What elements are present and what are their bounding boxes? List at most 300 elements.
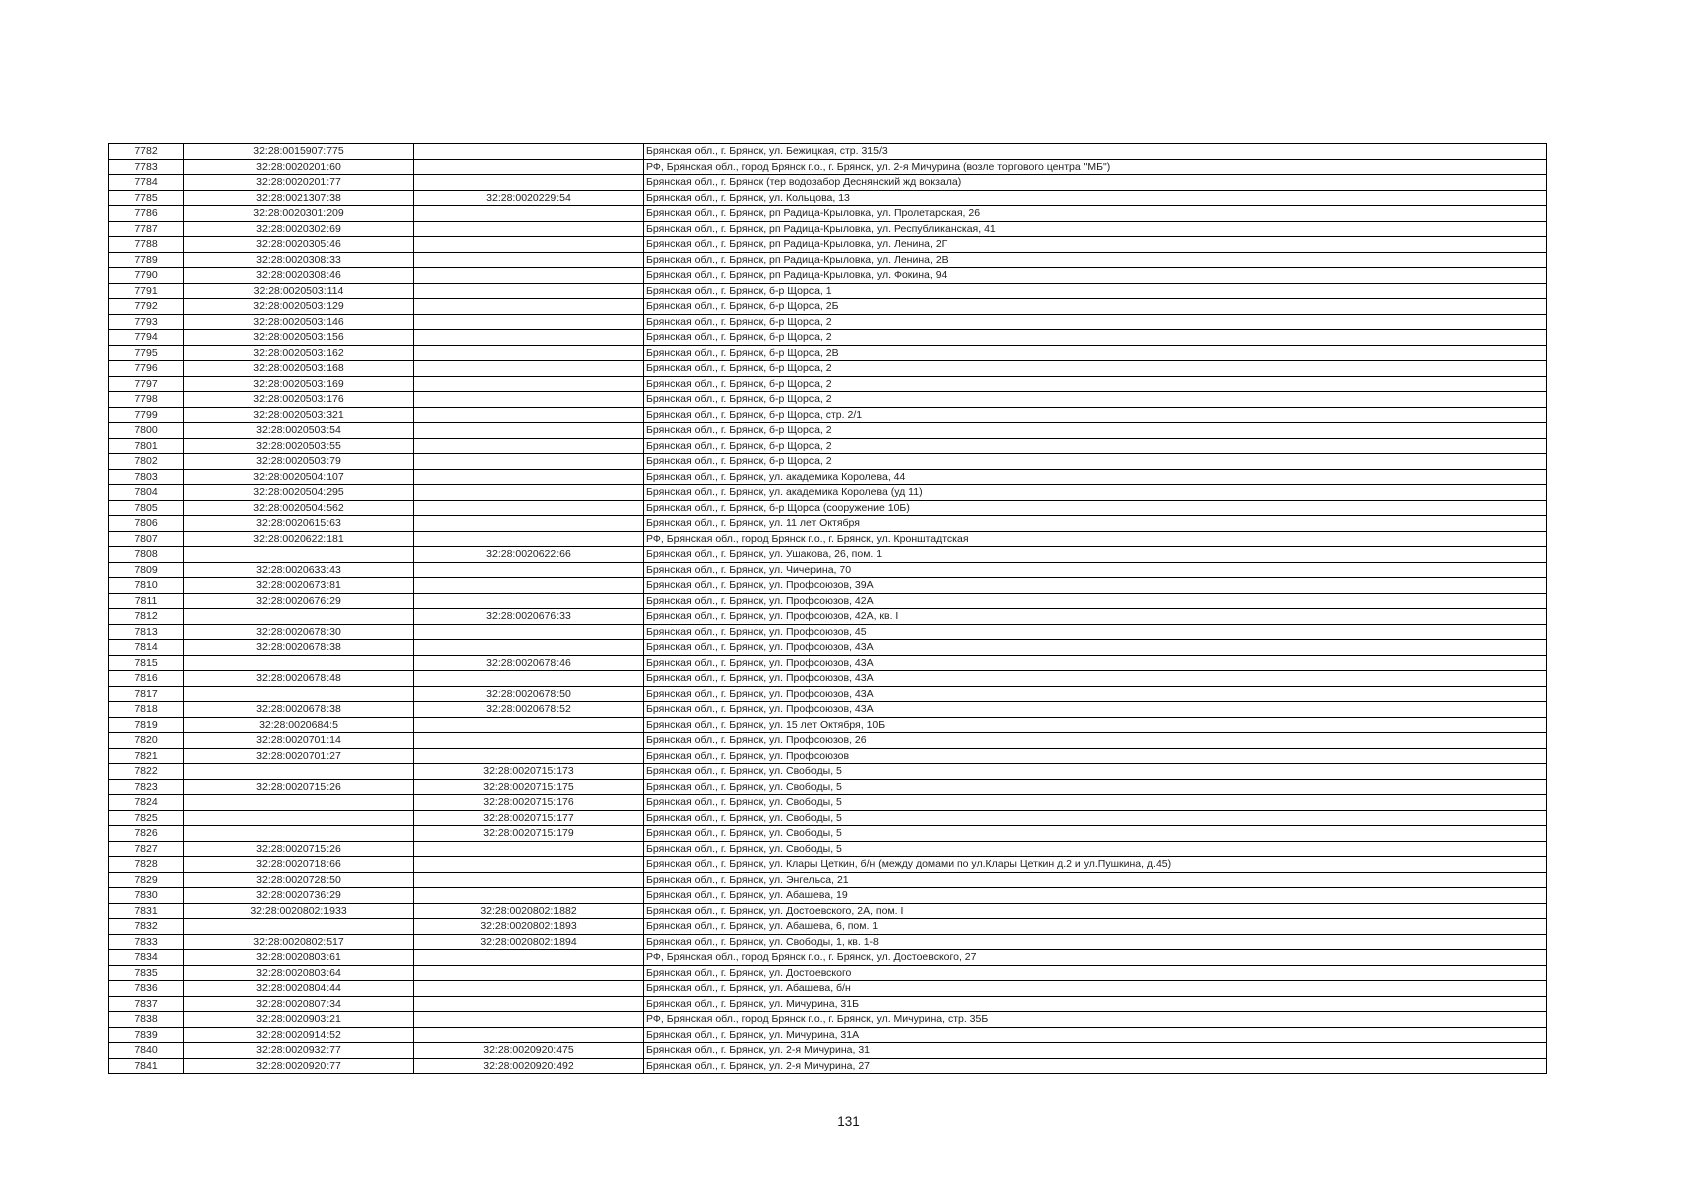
cadastral-number-cell	[184, 826, 414, 842]
address-cell: Брянская обл., г. Брянск, ул. Ушакова, 26, пом. 1	[644, 547, 1547, 563]
cadastral-number-cell: 32:28:0021307:38	[184, 190, 414, 206]
related-cadastral-number-cell	[414, 221, 644, 237]
table-row	[109, 671, 1547, 687]
cadastral-number-cell: 32:28:0020728:50	[184, 872, 414, 888]
property-registry-table	[108, 143, 1547, 1074]
table-row	[109, 903, 1547, 919]
related-cadastral-number-cell	[414, 872, 644, 888]
table-row	[109, 640, 1547, 656]
table-row	[109, 345, 1547, 361]
table-row	[109, 438, 1547, 454]
address-cell: Брянская обл., г. Брянск, б-р Щорса, 2В	[644, 345, 1547, 361]
row-number-cell: 7835	[109, 965, 184, 981]
related-cadastral-number-cell: 32:28:0020715:176	[414, 795, 644, 811]
table-row	[109, 237, 1547, 253]
row-number-cell: 7784	[109, 175, 184, 191]
row-number-cell: 7823	[109, 779, 184, 795]
related-cadastral-number-cell: 32:28:0020802:1894	[414, 934, 644, 950]
related-cadastral-number-cell	[414, 438, 644, 454]
table-row	[109, 965, 1547, 981]
cadastral-number-cell: 32:28:0020504:107	[184, 469, 414, 485]
table-row	[109, 516, 1547, 532]
table-row	[109, 1012, 1547, 1028]
cadastral-number-cell: 32:28:0020201:77	[184, 175, 414, 191]
table-row	[109, 423, 1547, 439]
address-cell: Брянская обл., г. Брянск, ул. Профсоюзов	[644, 748, 1547, 764]
cadastral-number-cell: 32:28:0020678:48	[184, 671, 414, 687]
address-cell: Брянская обл., г. Брянск, рп Радица-Крыловка, ул. Республиканская, 41	[644, 221, 1547, 237]
row-number-cell: 7795	[109, 345, 184, 361]
table-row	[109, 717, 1547, 733]
address-cell: Брянская обл., г. Брянск, ул. 11 лет Октября	[644, 516, 1547, 532]
cadastral-number-cell: 32:28:0020715:26	[184, 779, 414, 795]
cadastral-number-cell: 32:28:0020715:26	[184, 841, 414, 857]
related-cadastral-number-cell	[414, 454, 644, 470]
address-cell: Брянская обл., г. Брянск, б-р Щорса, 2	[644, 423, 1547, 439]
row-number-cell: 7820	[109, 733, 184, 749]
address-cell: Брянская обл., г. Брянск, ул. академика Королева (уд 11)	[644, 485, 1547, 501]
address-cell: Брянская обл., г. Брянск, ул. Профсоюзов, 45	[644, 624, 1547, 640]
related-cadastral-number-cell: 32:28:0020678:52	[414, 702, 644, 718]
cadastral-number-cell: 32:28:0020903:21	[184, 1012, 414, 1028]
address-cell: Брянская обл., г. Брянск, ул. Свободы, 5	[644, 841, 1547, 857]
table-row	[109, 159, 1547, 175]
address-cell: Брянская обл., г. Брянск, ул. Свободы, 5	[644, 779, 1547, 795]
table-row	[109, 175, 1547, 191]
row-number-cell: 7797	[109, 376, 184, 392]
cadastral-number-cell	[184, 609, 414, 625]
related-cadastral-number-cell	[414, 469, 644, 485]
table-row	[109, 764, 1547, 780]
cadastral-number-cell: 32:28:0020678:30	[184, 624, 414, 640]
cadastral-number-cell: 32:28:0020804:44	[184, 981, 414, 997]
related-cadastral-number-cell	[414, 392, 644, 408]
related-cadastral-number-cell	[414, 376, 644, 392]
address-cell: Брянская обл., г. Брянск, ул. Профсоюзов, 43А	[644, 640, 1547, 656]
address-cell: Брянская обл., г. Брянск, ул. Профсоюзов, 42А, кв. I	[644, 609, 1547, 625]
address-cell: Брянская обл., г. Брянск, рп Радица-Крыловка, ул. Фокина, 94	[644, 268, 1547, 284]
address-cell: Брянская обл., г. Брянск, ул. Абашева, 19	[644, 888, 1547, 904]
cadastral-number-cell: 32:28:0020803:64	[184, 965, 414, 981]
address-cell: Брянская обл., г. Брянск, ул. академика Королева, 44	[644, 469, 1547, 485]
related-cadastral-number-cell	[414, 268, 644, 284]
address-cell: Брянская обл., г. Брянск, б-р Щорса, 2	[644, 361, 1547, 377]
address-cell: Брянская обл., г. Брянск, ул. 15 лет Октября, 10Б	[644, 717, 1547, 733]
related-cadastral-number-cell	[414, 1027, 644, 1043]
cadastral-number-cell: 32:28:0020802:1933	[184, 903, 414, 919]
table-row	[109, 268, 1547, 284]
address-cell: Брянская обл., г. Брянск, ул. Профсоюзов, 26	[644, 733, 1547, 749]
address-cell: Брянская обл., г. Брянск, ул. Свободы, 1, кв. 1-8	[644, 934, 1547, 950]
cadastral-number-cell: 32:28:0020701:27	[184, 748, 414, 764]
row-number-cell: 7801	[109, 438, 184, 454]
cadastral-number-cell	[184, 810, 414, 826]
table-row	[109, 531, 1547, 547]
table-row	[109, 857, 1547, 873]
address-cell: Брянская обл., г. Брянск, ул. Профсоюзов, 43А	[644, 702, 1547, 718]
related-cadastral-number-cell	[414, 485, 644, 501]
row-number-cell: 7804	[109, 485, 184, 501]
table-row	[109, 1043, 1547, 1059]
cadastral-number-cell: 32:28:0020305:46	[184, 237, 414, 253]
table-row	[109, 609, 1547, 625]
cadastral-number-cell: 32:28:0020308:46	[184, 268, 414, 284]
related-cadastral-number-cell: 32:28:0020678:50	[414, 686, 644, 702]
row-number-cell: 7825	[109, 810, 184, 826]
cadastral-number-cell: 32:28:0020503:162	[184, 345, 414, 361]
address-cell: Брянская обл., г. Брянск, б-р Щорса, 2	[644, 376, 1547, 392]
cadastral-number-cell	[184, 795, 414, 811]
row-number-cell: 7796	[109, 361, 184, 377]
related-cadastral-number-cell	[414, 531, 644, 547]
address-cell: РФ, Брянская обл., город Брянск г.о., г. Брянск, ул. 2-я Мичурина (возле торгового центра "МБ")	[644, 159, 1547, 175]
related-cadastral-number-cell	[414, 950, 644, 966]
table-row	[109, 593, 1547, 609]
address-cell: Брянская обл., г. Брянск, ул. Свободы, 5	[644, 764, 1547, 780]
address-cell: РФ, Брянская обл., город Брянск г.о., г. Брянск, ул. Кронштадтская	[644, 531, 1547, 547]
row-number-cell: 7802	[109, 454, 184, 470]
row-number-cell: 7819	[109, 717, 184, 733]
address-cell: Брянская обл., г. Брянск, б-р Щорса, 2	[644, 330, 1547, 346]
cadastral-number-cell: 32:28:0020308:33	[184, 252, 414, 268]
row-number-cell: 7818	[109, 702, 184, 718]
address-cell: Брянская обл., г. Брянск, ул. Абашева, б/н	[644, 981, 1547, 997]
cadastral-number-cell: 32:28:0020932:77	[184, 1043, 414, 1059]
related-cadastral-number-cell	[414, 624, 644, 640]
table-row	[109, 376, 1547, 392]
address-cell: Брянская обл., г. Брянск, ул. Достоевского	[644, 965, 1547, 981]
related-cadastral-number-cell: 32:28:0020920:492	[414, 1058, 644, 1074]
table-row	[109, 562, 1547, 578]
table-row	[109, 485, 1547, 501]
related-cadastral-number-cell	[414, 593, 644, 609]
table-row	[109, 686, 1547, 702]
cadastral-number-cell: 32:28:0020503:79	[184, 454, 414, 470]
address-cell: Брянская обл., г. Брянск, ул. Бежицкая, стр. 315/3	[644, 144, 1547, 160]
related-cadastral-number-cell: 32:28:0020715:179	[414, 826, 644, 842]
address-cell: Брянская обл., г. Брянск, ул. Клары Цеткин, б/н (между домами по ул.Клары Цеткин д.2 и ул.Пушкина, д.45)	[644, 857, 1547, 873]
address-cell: РФ, Брянская обл., город Брянск г.о., г. Брянск, ул. Мичурина, стр. 35Б	[644, 1012, 1547, 1028]
cadastral-number-cell: 32:28:0020503:54	[184, 423, 414, 439]
related-cadastral-number-cell	[414, 516, 644, 532]
table-row	[109, 826, 1547, 842]
table-row	[109, 748, 1547, 764]
table-row	[109, 283, 1547, 299]
related-cadastral-number-cell: 32:28:0020229:54	[414, 190, 644, 206]
cadastral-number-cell: 32:28:0020678:38	[184, 702, 414, 718]
row-number-cell: 7803	[109, 469, 184, 485]
related-cadastral-number-cell	[414, 345, 644, 361]
cadastral-number-cell: 32:28:0020802:517	[184, 934, 414, 950]
address-cell: Брянская обл., г. Брянск, ул. Профсоюзов, 43А	[644, 655, 1547, 671]
row-number-cell: 7838	[109, 1012, 184, 1028]
cadastral-number-cell: 32:28:0020676:29	[184, 593, 414, 609]
address-cell: Брянская обл., г. Брянск, б-р Щорса, 2Б	[644, 299, 1547, 315]
cadastral-number-cell	[184, 764, 414, 780]
row-number-cell: 7830	[109, 888, 184, 904]
row-number-cell: 7810	[109, 578, 184, 594]
address-cell: Брянская обл., г. Брянск, ул. Профсоюзов, 42А	[644, 593, 1547, 609]
row-number-cell: 7826	[109, 826, 184, 842]
address-cell: Брянская обл., г. Брянск, ул. Кольцова, 13	[644, 190, 1547, 206]
related-cadastral-number-cell	[414, 314, 644, 330]
cadastral-number-cell: 32:28:0020684:5	[184, 717, 414, 733]
cadastral-number-cell: 32:28:0020503:156	[184, 330, 414, 346]
table-row	[109, 547, 1547, 563]
related-cadastral-number-cell	[414, 640, 644, 656]
table-row	[109, 733, 1547, 749]
row-number-cell: 7785	[109, 190, 184, 206]
cadastral-number-cell	[184, 919, 414, 935]
related-cadastral-number-cell: 32:28:0020920:475	[414, 1043, 644, 1059]
table-row	[109, 996, 1547, 1012]
cadastral-number-cell: 32:28:0020503:114	[184, 283, 414, 299]
cadastral-number-cell: 32:28:0020503:129	[184, 299, 414, 315]
address-cell: Брянская обл., г. Брянск, ул. Профсоюзов, 43А	[644, 671, 1547, 687]
related-cadastral-number-cell	[414, 159, 644, 175]
table-row	[109, 795, 1547, 811]
address-cell: Брянская обл., г. Брянск, б-р Щорса, стр. 2/1	[644, 407, 1547, 423]
table-row	[109, 206, 1547, 222]
related-cadastral-number-cell: 32:28:0020715:173	[414, 764, 644, 780]
related-cadastral-number-cell	[414, 996, 644, 1012]
row-number-cell: 7786	[109, 206, 184, 222]
row-number-cell: 7834	[109, 950, 184, 966]
table-row	[109, 702, 1547, 718]
row-number-cell: 7789	[109, 252, 184, 268]
cadastral-number-cell: 32:28:0020201:60	[184, 159, 414, 175]
address-cell: Брянская обл., г. Брянск, б-р Щорса, 2	[644, 438, 1547, 454]
cadastral-number-cell: 32:28:0020302:69	[184, 221, 414, 237]
cadastral-number-cell: 32:28:0015907:775	[184, 144, 414, 160]
address-cell: РФ, Брянская обл., город Брянск г.о., г. Брянск, ул. Достоевского, 27	[644, 950, 1547, 966]
related-cadastral-number-cell	[414, 888, 644, 904]
address-cell: Брянская обл., г. Брянск, ул. Достоевского, 2А, пом. I	[644, 903, 1547, 919]
related-cadastral-number-cell	[414, 981, 644, 997]
related-cadastral-number-cell	[414, 748, 644, 764]
related-cadastral-number-cell	[414, 407, 644, 423]
cadastral-number-cell: 32:28:0020503:169	[184, 376, 414, 392]
address-cell: Брянская обл., г. Брянск, ул. Энгельса, 21	[644, 872, 1547, 888]
row-number-cell: 7816	[109, 671, 184, 687]
address-cell: Брянская обл., г. Брянск, ул. Профсоюзов, 39А	[644, 578, 1547, 594]
table-row	[109, 919, 1547, 935]
related-cadastral-number-cell	[414, 175, 644, 191]
row-number-cell: 7821	[109, 748, 184, 764]
related-cadastral-number-cell	[414, 361, 644, 377]
related-cadastral-number-cell	[414, 500, 644, 516]
cadastral-number-cell: 32:28:0020803:61	[184, 950, 414, 966]
table-row	[109, 981, 1547, 997]
cadastral-number-cell: 32:28:0020914:52	[184, 1027, 414, 1043]
table-row	[109, 655, 1547, 671]
row-number-cell: 7837	[109, 996, 184, 1012]
row-number-cell: 7836	[109, 981, 184, 997]
row-number-cell: 7800	[109, 423, 184, 439]
table-row	[109, 841, 1547, 857]
cadastral-number-cell: 32:28:0020807:34	[184, 996, 414, 1012]
related-cadastral-number-cell: 32:28:0020802:1882	[414, 903, 644, 919]
related-cadastral-number-cell: 32:28:0020622:66	[414, 547, 644, 563]
address-cell: Брянская обл., г. Брянск, ул. Профсоюзов, 43А	[644, 686, 1547, 702]
row-number-cell: 7829	[109, 872, 184, 888]
related-cadastral-number-cell	[414, 965, 644, 981]
row-number-cell: 7813	[109, 624, 184, 640]
row-number-cell: 7828	[109, 857, 184, 873]
cadastral-number-cell: 32:28:0020701:14	[184, 733, 414, 749]
address-cell: Брянская обл., г. Брянск, б-р Щорса, 2	[644, 392, 1547, 408]
row-number-cell: 7814	[109, 640, 184, 656]
related-cadastral-number-cell	[414, 841, 644, 857]
table-row	[109, 392, 1547, 408]
row-number-cell: 7793	[109, 314, 184, 330]
table-row	[109, 252, 1547, 268]
cadastral-number-cell: 32:28:0020504:562	[184, 500, 414, 516]
related-cadastral-number-cell: 32:28:0020715:175	[414, 779, 644, 795]
cadastral-number-cell: 32:28:0020301:209	[184, 206, 414, 222]
related-cadastral-number-cell	[414, 733, 644, 749]
table-row	[109, 330, 1547, 346]
related-cadastral-number-cell: 32:28:0020678:46	[414, 655, 644, 671]
address-cell: Брянская обл., г. Брянск, б-р Щорса (сооружение 10Б)	[644, 500, 1547, 516]
cadastral-number-cell	[184, 547, 414, 563]
table-row	[109, 454, 1547, 470]
table-row	[109, 1058, 1547, 1074]
related-cadastral-number-cell	[414, 857, 644, 873]
cadastral-number-cell: 32:28:0020615:63	[184, 516, 414, 532]
address-cell: Брянская обл., г. Брянск, рп Радица-Крыловка, ул. Пролетарская, 26	[644, 206, 1547, 222]
row-number-cell: 7824	[109, 795, 184, 811]
table-row	[109, 950, 1547, 966]
related-cadastral-number-cell	[414, 252, 644, 268]
related-cadastral-number-cell	[414, 671, 644, 687]
row-number-cell: 7806	[109, 516, 184, 532]
related-cadastral-number-cell: 32:28:0020676:33	[414, 609, 644, 625]
related-cadastral-number-cell	[414, 423, 644, 439]
related-cadastral-number-cell	[414, 237, 644, 253]
address-cell: Брянская обл., г. Брянск, рп Радица-Крыловка, ул. Ленина, 2Г	[644, 237, 1547, 253]
address-cell: Брянская обл., г. Брянск, ул. Чичерина, 70	[644, 562, 1547, 578]
table-row	[109, 872, 1547, 888]
row-number-cell: 7839	[109, 1027, 184, 1043]
address-cell: Брянская обл., г. Брянск, б-р Щорса, 2	[644, 454, 1547, 470]
table-row	[109, 144, 1547, 160]
row-number-cell: 7822	[109, 764, 184, 780]
related-cadastral-number-cell	[414, 578, 644, 594]
cadastral-number-cell: 32:28:0020622:181	[184, 531, 414, 547]
table-row	[109, 469, 1547, 485]
cadastral-number-cell: 32:28:0020678:38	[184, 640, 414, 656]
related-cadastral-number-cell	[414, 206, 644, 222]
cadastral-number-cell: 32:28:0020503:168	[184, 361, 414, 377]
related-cadastral-number-cell	[414, 562, 644, 578]
row-number-cell: 7811	[109, 593, 184, 609]
row-number-cell: 7790	[109, 268, 184, 284]
row-number-cell: 7807	[109, 531, 184, 547]
row-number-cell: 7808	[109, 547, 184, 563]
table-row	[109, 299, 1547, 315]
table-row	[109, 779, 1547, 795]
cadastral-number-cell: 32:28:0020673:81	[184, 578, 414, 594]
cadastral-number-cell	[184, 686, 414, 702]
row-number-cell: 7831	[109, 903, 184, 919]
address-cell: Брянская обл., г. Брянск, б-р Щорса, 1	[644, 283, 1547, 299]
table-row	[109, 624, 1547, 640]
cadastral-number-cell: 32:28:0020503:55	[184, 438, 414, 454]
registry-table-body	[109, 144, 1547, 1074]
address-cell: Брянская обл., г. Брянск, ул. 2-я Мичурина, 27	[644, 1058, 1547, 1074]
table-row	[109, 221, 1547, 237]
row-number-cell: 7794	[109, 330, 184, 346]
related-cadastral-number-cell	[414, 717, 644, 733]
address-cell: Брянская обл., г. Брянск (тер водозабор Деснянский жд вокзала)	[644, 175, 1547, 191]
row-number-cell: 7840	[109, 1043, 184, 1059]
row-number-cell: 7833	[109, 934, 184, 950]
cadastral-number-cell: 32:28:0020503:321	[184, 407, 414, 423]
row-number-cell: 7798	[109, 392, 184, 408]
address-cell: Брянская обл., г. Брянск, ул. Свободы, 5	[644, 810, 1547, 826]
address-cell: Брянская обл., г. Брянск, ул. Абашева, 6, пом. 1	[644, 919, 1547, 935]
row-number-cell: 7783	[109, 159, 184, 175]
row-number-cell: 7841	[109, 1058, 184, 1074]
table-row	[109, 934, 1547, 950]
cadastral-number-cell: 32:28:0020504:295	[184, 485, 414, 501]
cadastral-number-cell	[184, 655, 414, 671]
related-cadastral-number-cell	[414, 299, 644, 315]
cadastral-number-cell: 32:28:0020736:29	[184, 888, 414, 904]
table-row	[109, 500, 1547, 516]
row-number-cell: 7787	[109, 221, 184, 237]
address-cell: Брянская обл., г. Брянск, рп Радица-Крыловка, ул. Ленина, 2В	[644, 252, 1547, 268]
address-cell: Брянская обл., г. Брянск, ул. Свободы, 5	[644, 795, 1547, 811]
cadastral-number-cell: 32:28:0020718:66	[184, 857, 414, 873]
row-number-cell: 7788	[109, 237, 184, 253]
row-number-cell: 7817	[109, 686, 184, 702]
table-row	[109, 407, 1547, 423]
related-cadastral-number-cell: 32:28:0020802:1893	[414, 919, 644, 935]
row-number-cell: 7799	[109, 407, 184, 423]
related-cadastral-number-cell	[414, 1012, 644, 1028]
related-cadastral-number-cell	[414, 283, 644, 299]
table-row	[109, 361, 1547, 377]
row-number-cell: 7791	[109, 283, 184, 299]
address-cell: Брянская обл., г. Брянск, ул. Мичурина, 31Б	[644, 996, 1547, 1012]
related-cadastral-number-cell	[414, 144, 644, 160]
address-cell: Брянская обл., г. Брянск, б-р Щорса, 2	[644, 314, 1547, 330]
table-row	[109, 314, 1547, 330]
table-row	[109, 190, 1547, 206]
cadastral-number-cell: 32:28:0020920:77	[184, 1058, 414, 1074]
row-number-cell: 7792	[109, 299, 184, 315]
table-row	[109, 1027, 1547, 1043]
cadastral-number-cell: 32:28:0020503:146	[184, 314, 414, 330]
table-row	[109, 578, 1547, 594]
row-number-cell: 7815	[109, 655, 184, 671]
row-number-cell: 7812	[109, 609, 184, 625]
table-row	[109, 888, 1547, 904]
page-number: 131	[837, 1114, 860, 1129]
row-number-cell: 7809	[109, 562, 184, 578]
address-cell: Брянская обл., г. Брянск, ул. 2-я Мичурина, 31	[644, 1043, 1547, 1059]
row-number-cell: 7805	[109, 500, 184, 516]
row-number-cell: 7782	[109, 144, 184, 160]
related-cadastral-number-cell	[414, 330, 644, 346]
cadastral-number-cell: 32:28:0020633:43	[184, 562, 414, 578]
cadastral-number-cell: 32:28:0020503:176	[184, 392, 414, 408]
related-cadastral-number-cell: 32:28:0020715:177	[414, 810, 644, 826]
row-number-cell: 7832	[109, 919, 184, 935]
address-cell: Брянская обл., г. Брянск, ул. Свободы, 5	[644, 826, 1547, 842]
